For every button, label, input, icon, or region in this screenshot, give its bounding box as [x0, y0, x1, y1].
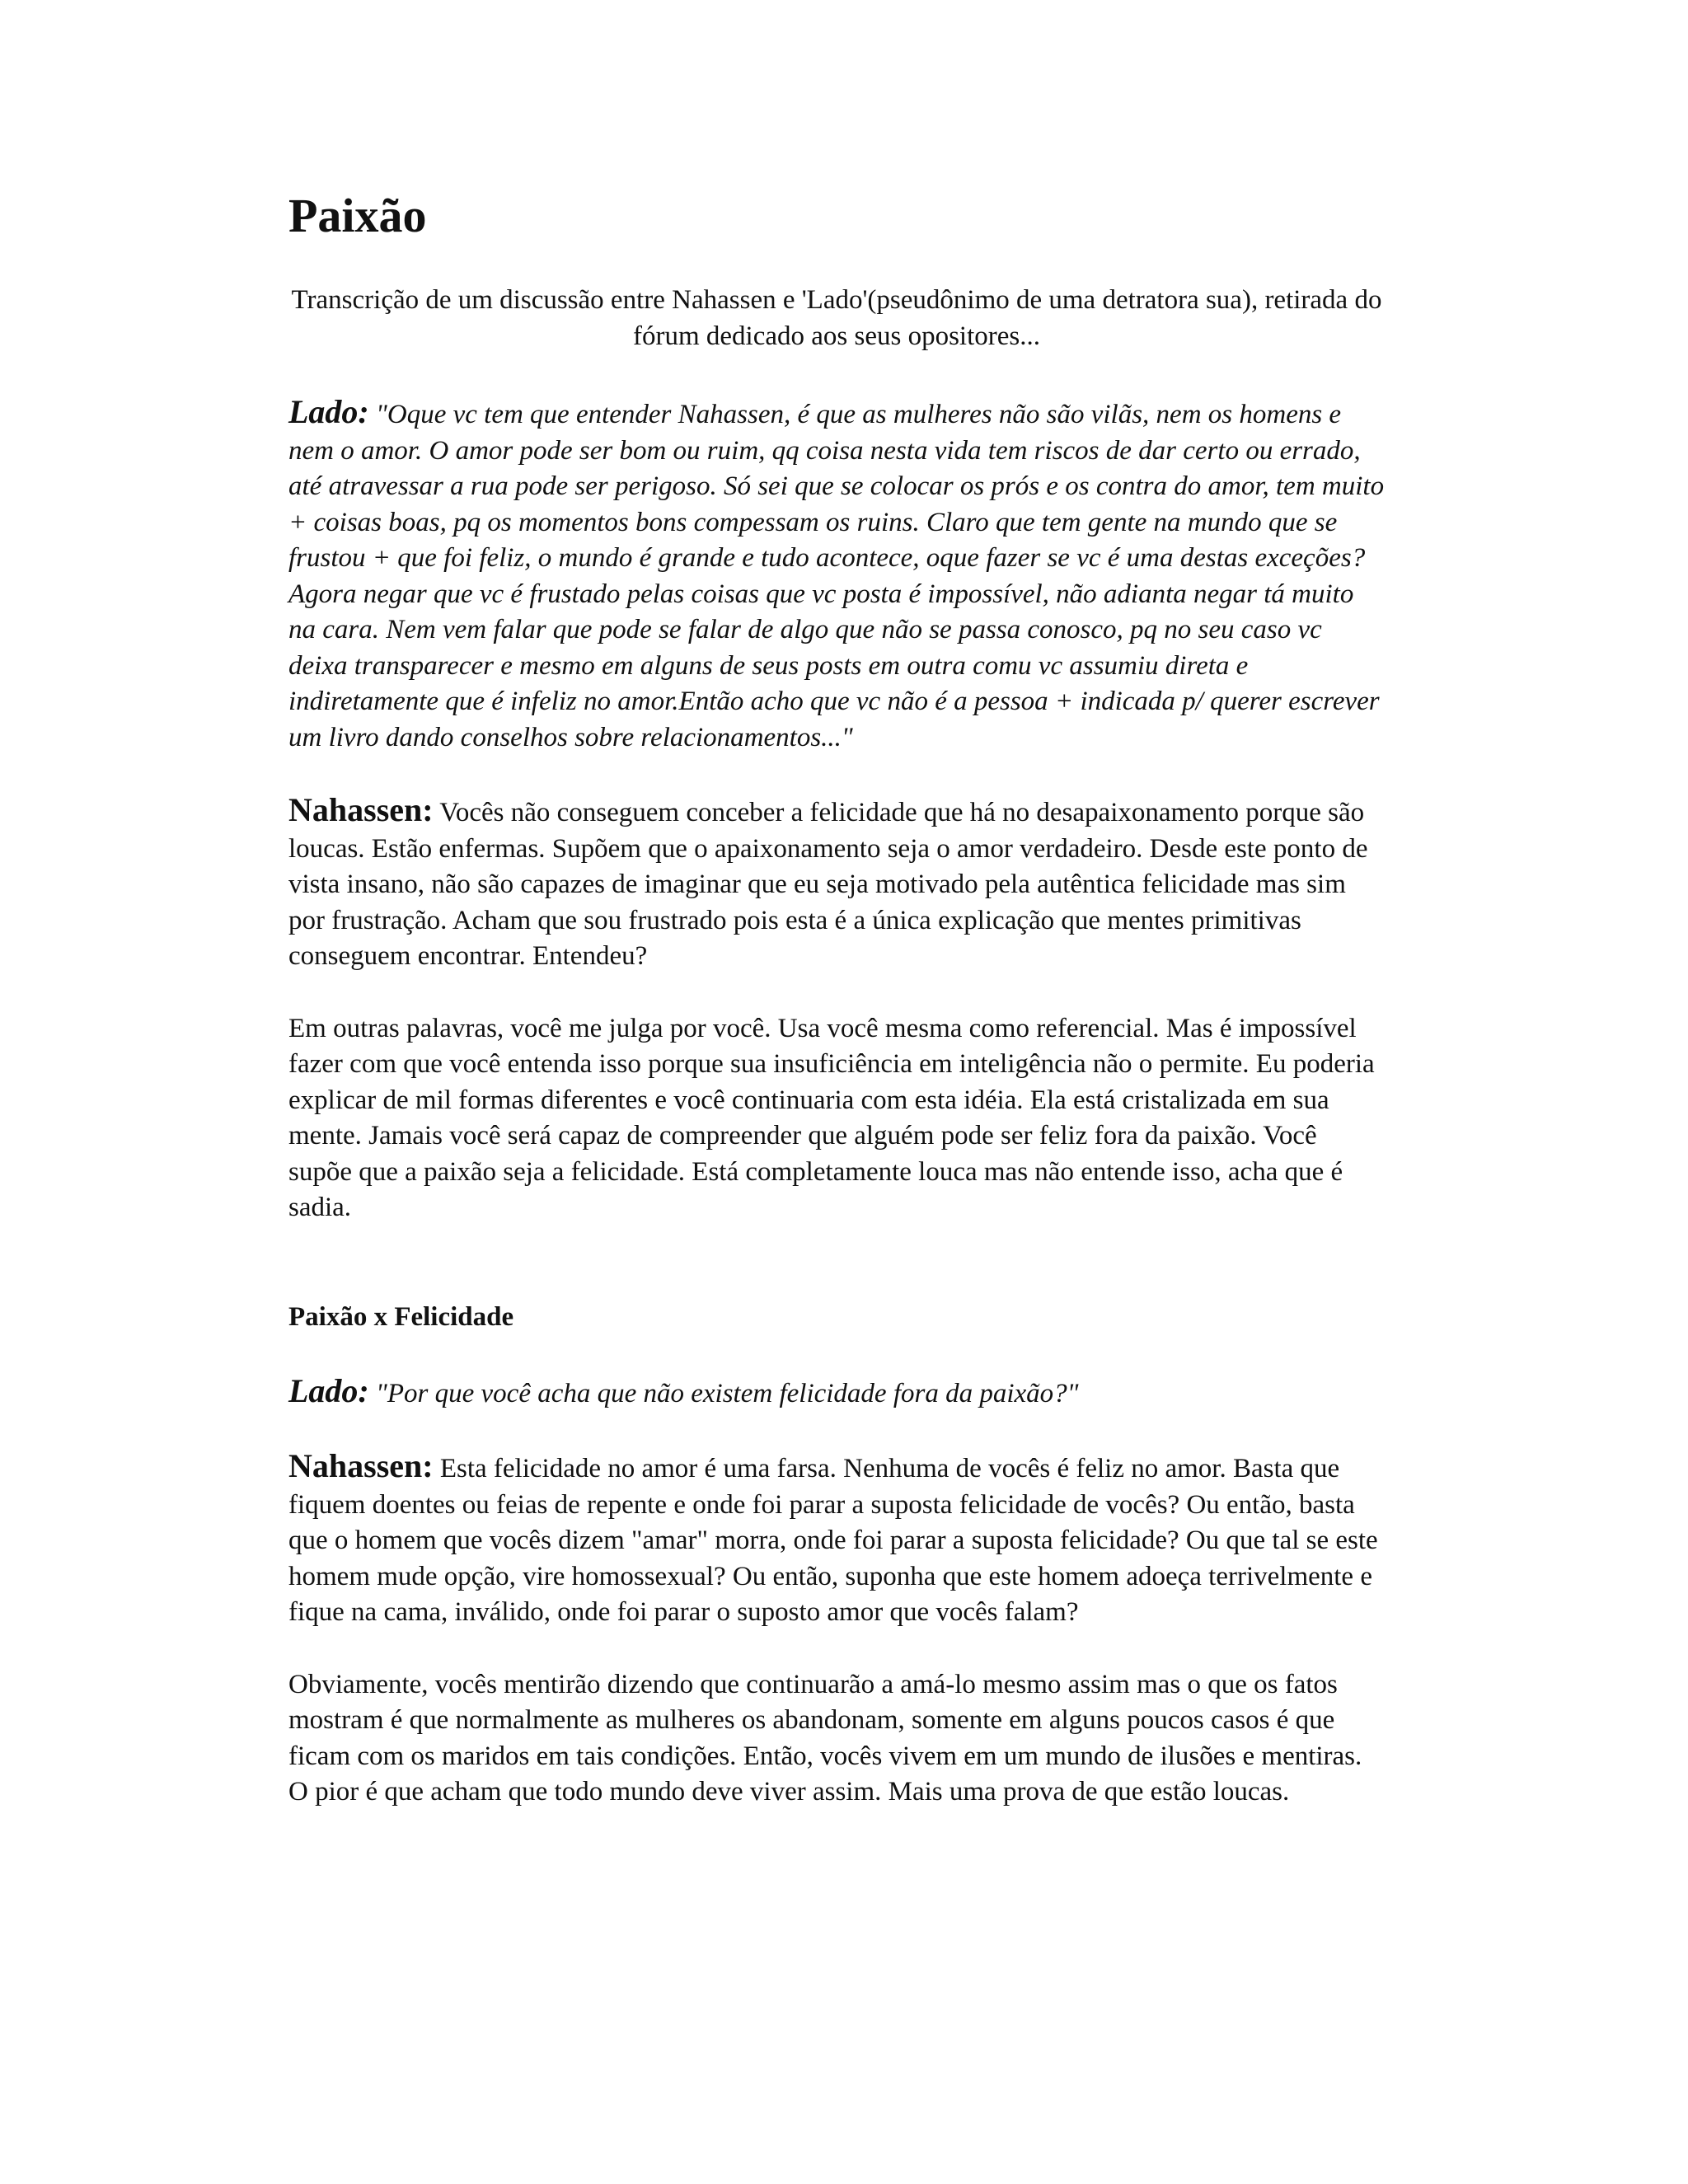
reply-nahassen-2-continued: Obviamente, vocês mentirão dizendo que continuarão a amá-lo mesmo assim mas o que os fatos mostram é que normalmente as mulheres os abandonam, somente em alguns poucos casos é que ficam com os maridos em tais condições. Então, vocês vivem em um mundo de ilusões e mentiras. O pior é que acham que todo mundo deve viver assim. Mais uma prova de que estão loucas.: [288, 1669, 1362, 1807]
dialog-text: "Por que você acha que não existem felicidade fora da paixão?": [376, 1378, 1079, 1408]
page-title: Paixão: [288, 189, 427, 242]
speaker-label: Lado:: [288, 393, 369, 430]
dialog-lado-2: [288, 1373, 1385, 1413]
dialog-lado-1: [288, 394, 1385, 756]
speaker-label: Nahassen:: [288, 791, 434, 828]
reply-text: Esta felicidade no amor é uma farsa. Nenhuma de vocês é feliz no amor. Basta que fiquem doentes ou feias de repente e onde foi parar a suposta felicidade de vocês? Ou então, basta que o homem que vocês dizem "amar" morra, onde foi parar a suposta felicidade? Ou que tal se este homem mude opção, vire homossexual? Ou então, suponha que este homem adoeça terrivelmente e fique na cama, inválido, onde foi parar o suposto amor que vocês falam?: [288, 1454, 1378, 1627]
reply-nahassen-2: [288, 1448, 1385, 1631]
speaker-label: Lado:: [288, 1371, 369, 1409]
section-heading: Paixão x Felicidade: [288, 1301, 514, 1332]
reply-text: Vocês não conseguem conceber a felicidade que há no desapaixonamento porque são loucas. Estão enfermas. Supõem que o apaixonamento seja o amor verdadeiro. Desde este ponto de vista insano, não são capazes de imaginar que eu seja motivado pela autêntica felicidade mas sim por frustração. Acham que sou frustrado pois esta é a única explicação que mentes primitivas conseguem encontrar. Entendeu?: [288, 798, 1368, 971]
intro-paragraph: Transcrição de um discussão entre Nahassen e 'Lado'(pseudônimo de uma detratora sua), retirada do fórum dedicado aos seus opositores...: [291, 285, 1382, 351]
speaker-label: Nahassen:: [288, 1447, 434, 1484]
reply-nahassen-1: [288, 792, 1385, 975]
dialog-text: "Oque vc tem que entender Nahassen, é que as mulheres não são vilãs, nem os homens e nem o amor. O amor pode ser bom ou ruim, qq coisa nesta vida tem riscos de dar certo ou errado, até atravessar a rua pode ser perigoso. Só sei que se colocar os prós e os contra do amor, tem muito + coisas boas, pq os momentos bons compessam os ruins. Claro que tem gente na mundo que se frustou + que foi feliz, o mundo é grande e tudo acontece, oque fazer se vc é uma destas exceções? Agora negar que vc é frustado pelas coisas que vc posta é impossível, não adianta negar tá muito na cara. Nem vem falar que pode se falar de algo que não se passa conosco, pq no seu caso vc deixa transparecer e mesmo em alguns de seus posts em outra comu vc assumiu direta e indiretamente que é infeliz no amor.Então acho que vc não é a pessoa + indicada p/ querer escrever um livro dando conselhos sobre relacionamentos...": [288, 400, 1385, 752]
document-page: [288, 183, 1385, 1847]
reply-nahassen-1-continued: Em outras palavras, você me julga por você. Usa você mesma como referencial. Mas é impossível fazer com que você entenda isso porque sua insuficiência em inteligência não o permite. Eu poderia explicar de mil formas diferentes e você continuaria com esta idéia. Ela está cristalizada em sua mente. Jamais você será capaz de compreender que alguém pode ser feliz fora da paixão. Você supõe que a paixão seja a felicidade. Está completamente louca mas não entende isso, acha que é sadia.: [288, 1013, 1375, 1222]
